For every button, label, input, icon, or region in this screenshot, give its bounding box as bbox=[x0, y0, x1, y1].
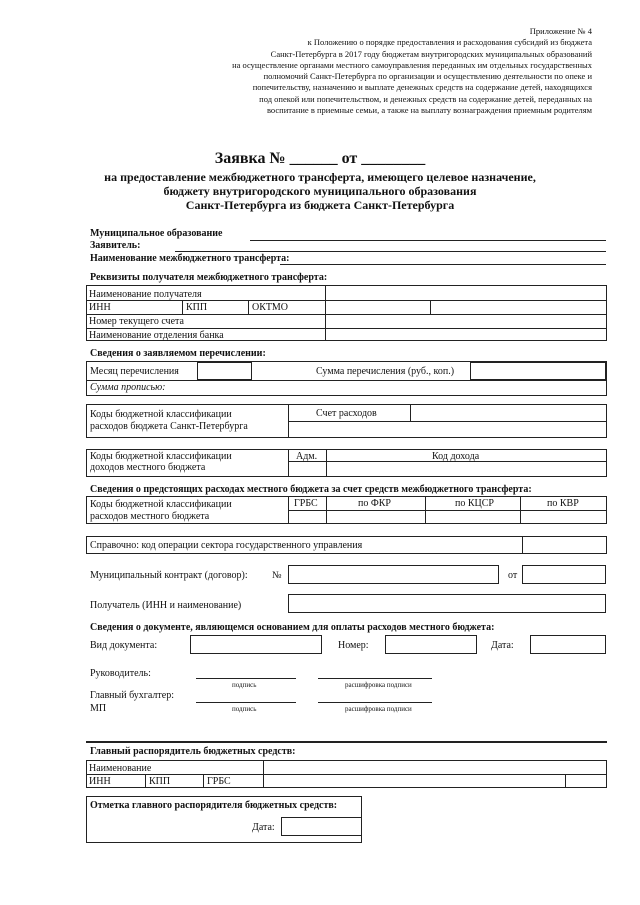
accountant-signature-line[interactable] bbox=[196, 702, 296, 703]
upcoming-heading: Сведения о предстоящих расходах местного бюджета за счет средств межбюджетного трансферта: bbox=[90, 484, 532, 495]
document-date-label: Дата: bbox=[491, 640, 514, 651]
document-type-input[interactable] bbox=[190, 635, 322, 654]
contract-label: Муниципальный контракт (договор): bbox=[90, 570, 248, 581]
appendix-line: воспитание в приемные семьи, а также на выплату вознаграждения приемным родителям bbox=[266, 105, 592, 116]
municipal-field[interactable] bbox=[250, 240, 606, 241]
applicant-field[interactable] bbox=[175, 251, 606, 252]
in-words-label: Сумма прописью: bbox=[90, 382, 166, 393]
requisites-heading: Реквизиты получателя межбюджетного трансферта: bbox=[90, 272, 328, 283]
appendix-line: под опекой или попечительством, и денежных средств на содержание детей, переданных на bbox=[259, 93, 592, 104]
bank-label: Наименование отделения банка bbox=[89, 330, 224, 341]
signature-caption: подпись bbox=[232, 705, 257, 713]
subtitle-line: бюджету внутригородского муниципального образования bbox=[163, 184, 477, 198]
contract-number-sign: № bbox=[272, 570, 282, 581]
mark-heading: Отметка главного распорядителя бюджетных средств: bbox=[90, 800, 338, 811]
amount-input[interactable] bbox=[470, 362, 606, 380]
upcoming-codes-label: Коды бюджетной классификации bbox=[90, 499, 232, 510]
separator bbox=[86, 741, 607, 743]
contract-date-input[interactable] bbox=[522, 565, 606, 584]
document-heading: Сведения о документе, являющемся основанием для оплаты расходов местного бюджета: bbox=[90, 622, 495, 633]
appendix-block bbox=[232, 26, 592, 116]
kcsr-label: по КЦСР bbox=[455, 498, 494, 509]
adm-label: Адм. bbox=[296, 451, 318, 462]
document-number-label: Номер: bbox=[338, 640, 369, 651]
chief-grbs-label: ГРБС bbox=[207, 776, 231, 787]
head-signature-line[interactable] bbox=[196, 678, 296, 679]
page-subtitle bbox=[0, 170, 640, 212]
contract-from-label: от bbox=[508, 570, 518, 581]
accountant-decoding-line[interactable] bbox=[318, 702, 432, 703]
document-date-input[interactable] bbox=[530, 635, 606, 654]
mark-date-label: Дата: bbox=[252, 822, 275, 833]
appendix-line: попечительству, назначению и выплате денежных средств на содержание детей, находящихся bbox=[252, 82, 592, 93]
head-label: Руководитель: bbox=[90, 668, 151, 679]
operation-code-label: Справочно: код операции сектора государственного управления bbox=[90, 540, 363, 551]
appendix-line: на осуществление органами местного самоуправления переданных им отдельных государственных bbox=[232, 59, 592, 70]
applicant-label: Заявитель: bbox=[90, 240, 141, 251]
income-code-label: Код дохода bbox=[432, 451, 480, 462]
receiver-input[interactable] bbox=[288, 594, 606, 613]
subtitle-line: на предоставление межбюджетного трансферта, имеющего целевое назначение, bbox=[104, 170, 536, 184]
head-decoding-line[interactable] bbox=[318, 678, 432, 679]
amount-label: Сумма перечисления (руб., коп.) bbox=[316, 366, 455, 377]
seal-label: МП bbox=[90, 703, 107, 714]
month-label: Месяц перечисления bbox=[90, 366, 179, 377]
month-input[interactable] bbox=[197, 362, 252, 380]
local-codes-label-2: доходов местного бюджета bbox=[90, 462, 206, 473]
recipient-name-label: Наименование получателя bbox=[89, 289, 202, 300]
decoding-caption: расшифровка подписи bbox=[345, 681, 412, 689]
chief-manager-heading: Главный распорядитель бюджетных средств: bbox=[90, 746, 296, 757]
subtitle-line: Санкт-Петербурга из бюджета Санкт-Петербурга bbox=[185, 198, 455, 212]
chief-accountant-label: Главный бухгалтер: bbox=[90, 690, 175, 701]
transfer-name-field[interactable] bbox=[280, 264, 606, 265]
spb-codes-label-2: расходов бюджета Санкт-Петербурга bbox=[90, 421, 248, 432]
kvr-label: по КВР bbox=[547, 498, 579, 509]
inn-label: ИНН bbox=[89, 302, 111, 313]
page-title: Заявка № ______ от ________ bbox=[214, 150, 426, 167]
contract-number-input[interactable] bbox=[288, 565, 499, 584]
expense-account-label: Счет расходов bbox=[316, 408, 377, 419]
document-type-label: Вид документа: bbox=[90, 640, 158, 651]
fkr-label: по ФКР bbox=[358, 498, 391, 509]
upcoming-codes-label-2: расходов местного бюджета bbox=[90, 511, 210, 522]
account-label: Номер текущего счета bbox=[89, 316, 184, 327]
appendix-line: к Положению о порядке предоставления и расходования субсидий из бюджета bbox=[307, 37, 592, 48]
oktmo-label: ОКТМО bbox=[252, 302, 288, 313]
kpp-label: КПП bbox=[186, 302, 208, 313]
receiver-label: Получатель (ИНН и наименование) bbox=[90, 600, 242, 611]
spb-codes-label: Коды бюджетной классификации bbox=[90, 409, 232, 420]
municipal-label: Муниципальное образование bbox=[90, 228, 223, 239]
document-number-input[interactable] bbox=[385, 635, 477, 654]
local-codes-label: Коды бюджетной классификации bbox=[90, 451, 232, 462]
payment-heading: Сведения о заявляемом перечислении: bbox=[90, 348, 266, 359]
transfer-name-label: Наименование межбюджетного трансферта: bbox=[90, 253, 290, 264]
chief-inn-label: ИНН bbox=[89, 776, 111, 787]
chief-kpp-label: КПП bbox=[149, 776, 171, 787]
signature-caption: подпись bbox=[232, 681, 257, 689]
mark-date-input[interactable] bbox=[281, 817, 362, 836]
decoding-caption: расшифровка подписи bbox=[345, 705, 412, 713]
chief-name-label: Наименование bbox=[89, 763, 152, 774]
grbs-label: ГРБС bbox=[294, 498, 318, 509]
appendix-line: Приложение № 4 bbox=[529, 26, 592, 36]
appendix-line: Санкт-Петербурга в 2017 году бюджетам внутригородских муниципальных образований bbox=[270, 48, 592, 59]
appendix-line: полномочий Санкт-Петербурга по организации и осуществлению деятельности по опеке и bbox=[263, 71, 592, 82]
